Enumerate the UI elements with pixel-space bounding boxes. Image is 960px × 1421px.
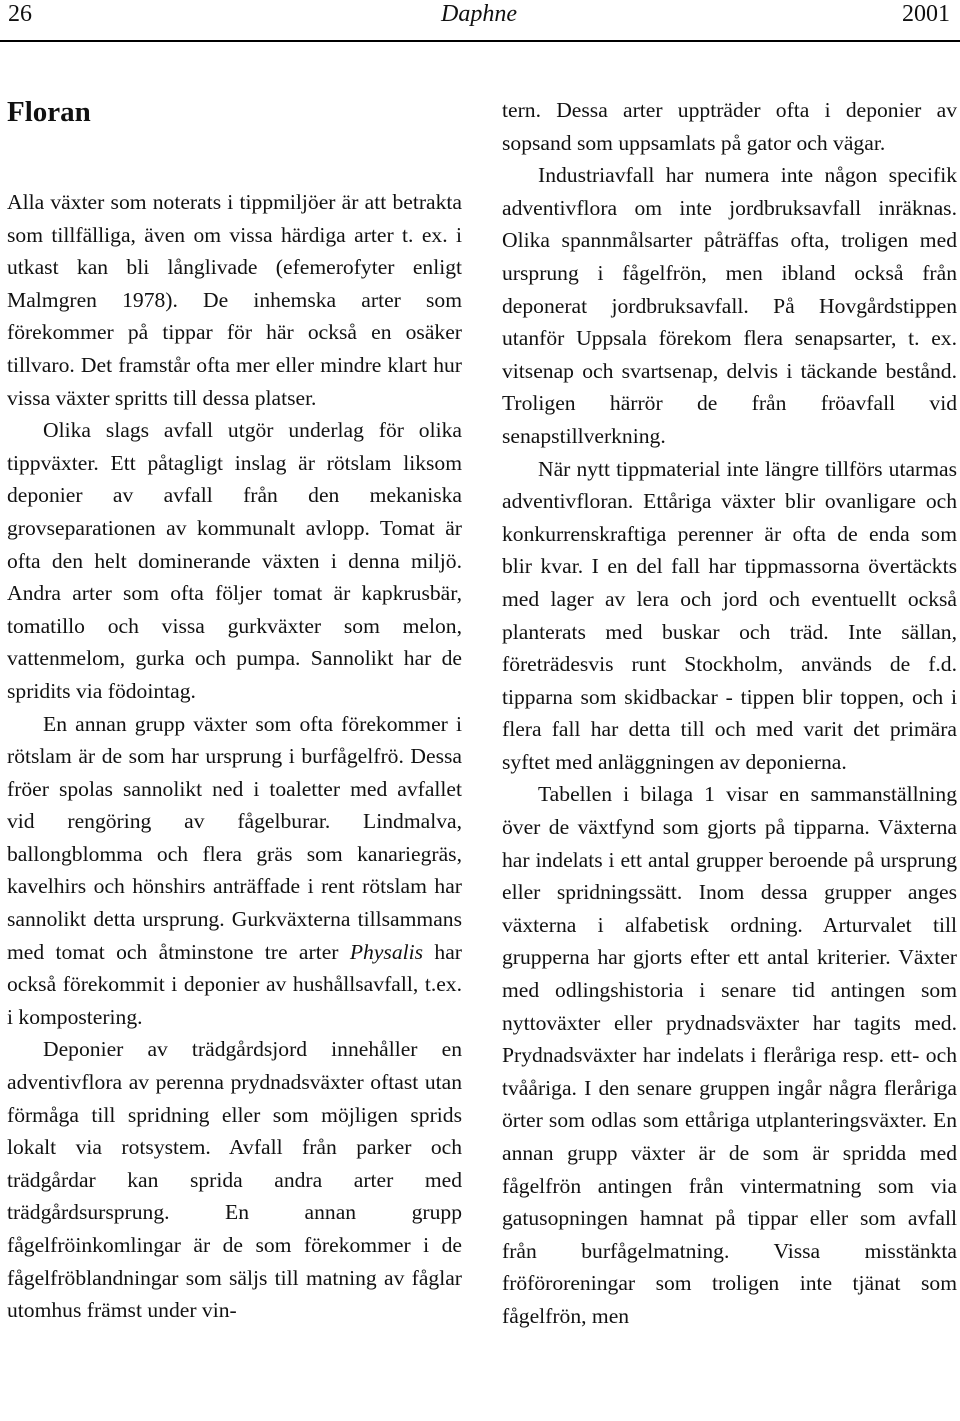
section-title: Floran xyxy=(7,96,91,128)
text-run: har också förekommit i deponier av hushållsavfall, t.ex. i kompostering. xyxy=(7,939,462,1029)
publication-year: 2001 xyxy=(902,1,950,27)
header-rule xyxy=(0,40,960,42)
running-header xyxy=(8,0,950,28)
text-run: En annan grupp växter som ofta förekommer i rötslam är de som har ursprung i burfågelfrö. Dessa fröer spolas sannolikt ned i toaletter med avfallet vid rengöring av fågelburar. Lindmalva, ballongblomma och flera gräs som kanariegräs, kavelhirs och hönshirs anträffade i rent rötslam har sannolikt detta ursprung. Gurkväxterna tillsammans med tomat och åtminstone tre arter xyxy=(7,711,462,964)
paragraph: Deponier av trädgårdsjord innehåller en adventivflora av perenna prydnadsväxter oftast utan förmåga till spridning eller som möjligen sprids lokalt via rotsystem. Avfall från parker och trädgårdar kan sprida andra arter med trädgårdsursprung. En annan grupp fågelfröinkomlingar är de som förekommer i de fågelfröblandningar som säljs till matning av fåglar utomhus främst under vin- xyxy=(7,1037,462,1323)
paragraph: Olika slags avfall utgör underlag för olika tippväxter. Ett påtagligt inslag är rötslam liksom deponier av avfall från den mekaniska grovseparationen av kommunalt avlopp. Tomat är ofta den helt dominerande växten i denna miljö. Andra arter som ofta följer tomat är kapkrusbär, tomatillo och vissa gurkväxter som melon, vattenmelom, gurka och pumpa. Sannolikt har de spridits via födointag. xyxy=(7,418,462,703)
paragraph: tern. Dessa arter uppträder ofta i deponier av sopsand som uppsamlats på gator och vägar. xyxy=(502,98,957,155)
paragraph: Industriavfall har numera inte någon specifik adventivflora om inte jordbruksavfall inräknas. Olika spannmålsarter påträffas ofta, troligen med ursprung i fågelfrön, men ibland också från deponerat jordbruksavfall. På Hovgårdstippen utanför Uppsala förekom flera senapsarter, t. ex. vitsenap och svartsenap, delvis i täckande bestånd. Troligen härrör de från fröavfall vid senapstillverkning. xyxy=(502,163,957,448)
paragraph: När nytt tippmaterial inte längre tillförs utarmas adventivfloran. Ettåriga växter blir ovanligare och konkurrenskraftiga perenner är ofta de enda som blir kvar. I en del fall har tippmassorna övertäckts med lager av lera och jord och eventuellt också planterats med buskar och träd. Inte sällan, företrädesvis runt Stockholm, används de f.d. tipparna som skidbackar - tippen blir toppen, och i flera fall har detta till och med varit det primära syftet med anläggningen av deponierna. xyxy=(502,456,957,774)
left-column xyxy=(7,186,462,1327)
page-number: 26 xyxy=(8,1,32,27)
paragraph xyxy=(7,708,462,1034)
paragraph: Tabellen i bilaga 1 visar en sammanställning över de växtfynd som gjorts på tipparna. Växterna har indelats i ett antal grupper beroende på ursprung eller spridningssätt. Inom dessa grupper anges växterna i alfabetisk ordning. Arturvalet till grupperna har gjorts efter ett antal kriterier. Växter med odlingshistoria i senare tid antingen som nyttoväxter eller prydnadsväxter har tagits med. Prydnadsväxter har indelats i fleråriga resp. ett- och tvååriga. I den senare gruppen ingår några fleråriga örter som odlas som ettåriga utplanteringsväxter. En annan grupp växter är de som är spridda med fågelfrön antingen från vintermatning som via gatusopningen hamnat på tippar eller som avfall från burfågelmatning. Vissa misstänkta fröföroreningar som troligen inte tjänat som fågelfrön, men xyxy=(502,782,957,1328)
right-column xyxy=(502,94,957,1333)
paragraph: Alla växter som noterats i tippmiljöer är att betrakta som tillfälliga, även om vissa härdiga arter t. ex. i utkast kan bli långlivade (efemerofyter enligt Malmgren 1978). De inhemska arter som förekommer på tippar för här också en osäker tillvaro. Det framstår ofta mer eller mindre klart hur vissa växter spritts till dessa platser. xyxy=(7,190,462,410)
journal-title: Daphne xyxy=(441,1,517,27)
genus-name: Physalis xyxy=(349,939,424,964)
